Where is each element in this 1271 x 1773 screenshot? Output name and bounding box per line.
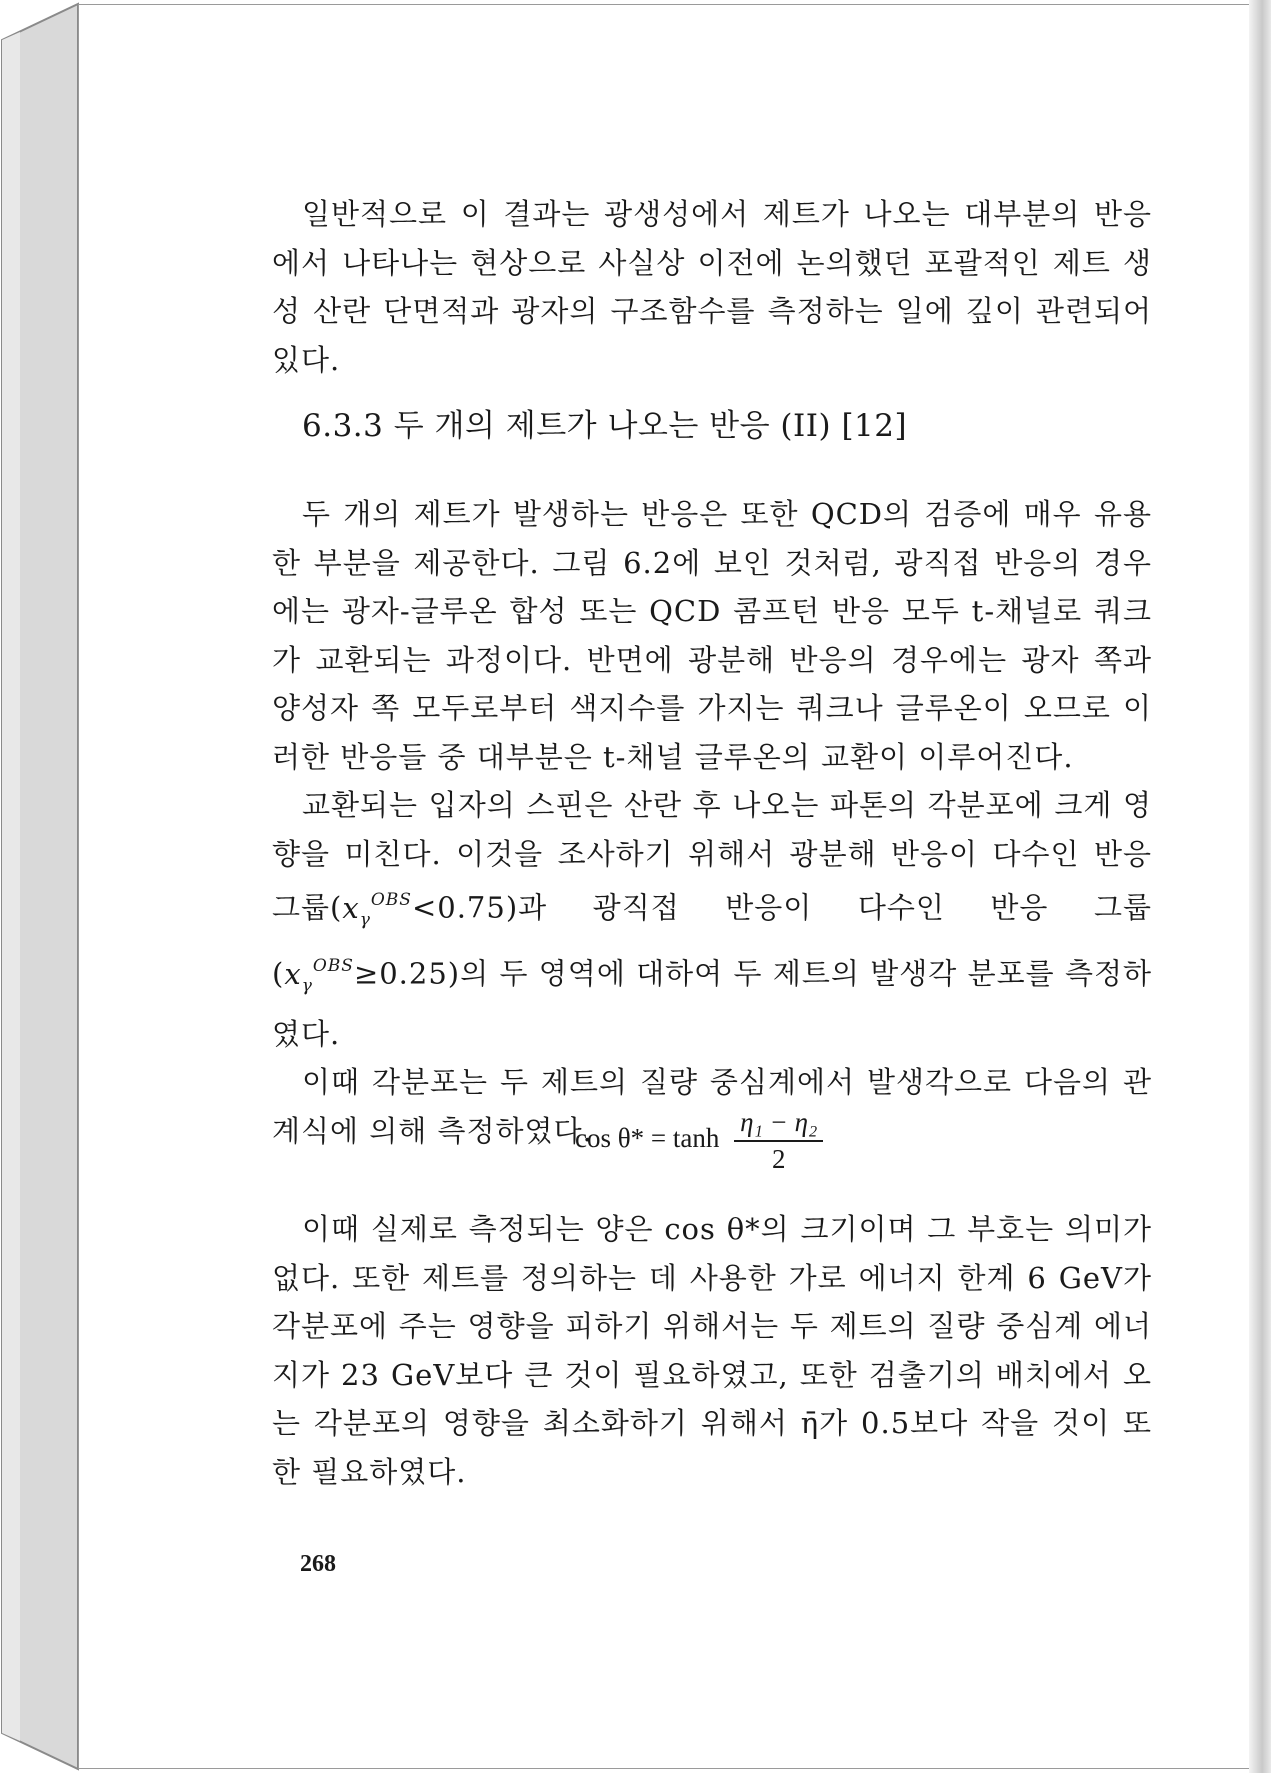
- condition-1-text: <0.75)과 광직접 반응이 다수인 반응 그룹(: [272, 890, 1152, 991]
- intro-paragraph: 일반적으로 이 결과는 광생성에서 제트가 나오는 대부분의 반응에서 나타나는 현상으로 사실상 이전에 논의했던 포괄적인 제트 생성 산란 단면적과 광자의 구조함수를 측정하는 일에 깊이 관련되어 있다.: [272, 197, 1152, 377]
- paragraph-4: 이때 실제로 측정되는 양은 cos θ*의 크기이며 그 부호는 의미가 없다. 또한 제트를 정의하는 데 사용한 가로 에너지 한계 6 GeV가 각분포에 주는 영향을 피하기 위해서는 두 제트의 질량 중심계 에너지가 23 GeV보다 큰 것이 필요하였고, 또한 검출기의 배치에서 오는 각분포의 영향을 최소화하기 위해서 η̄가 0.5보다 작을 것이 또한 필요하였다.: [272, 1212, 1152, 1489]
- final-paragraph-block: [272, 1205, 1152, 1496]
- equation-numerator: η₁ − η₂: [734, 1107, 823, 1142]
- section-heading: 6.3.3 두 개의 제트가 나오는 반응 (II) [12]: [302, 408, 908, 444]
- equation-denominator: 2: [772, 1144, 786, 1174]
- intro-paragraph-block: [272, 190, 1152, 384]
- book-spine: [0, 0, 80, 1773]
- condition-2-text: ≥0.25)의 두 영역에 대하여 두 제트의 발생각 분포를 측정하였다.: [272, 956, 1152, 1051]
- angular-distribution-equation: [575, 1107, 823, 1175]
- page-edge-shadow: [1249, 0, 1271, 1773]
- equation-fraction: [734, 1107, 823, 1175]
- page-number: 268: [300, 1551, 336, 1577]
- paragraph-2: [272, 781, 1152, 1058]
- paragraph-3: 이때 각분포는 두 제트의 질량 중심계에서 발생각으로 다음의 관계식에 의해 측정하였다.: [272, 1065, 1152, 1148]
- paragraph-2-text-a: 교환되는 입자의 스핀은 산란 후 나오는 파톤의 각분포에 크게 영향을 미친다. 이것을 조사하기 위해서 광분해 반응이 다수인 반응 그룹(: [272, 788, 1152, 925]
- x-gamma-symbol-2: $x_\gamma^{OBS}$: [284, 955, 354, 996]
- paragraph-1: 두 개의 제트가 발생하는 반응은 또한 QCD의 검증에 매우 유용한 부분을 제공한다. 그림 6.2에 보인 것처럼, 광직접 반응의 경우에는 광자-글루온 합성 또는 QCD 콤프턴 반응 모두 t-채널로 쿼크가 교환되는 과정이다. 반면에 광분해 반응의 경우에는 광자 쪽과 양성자 쪽 모두로부터 색지수를 가지는 쿼크나 글루온이 오므로 이러한 반응들 중 대부분은 t-채널 글루온의 교환이 이루어진다.: [272, 497, 1152, 774]
- body-paragraphs: [272, 490, 1152, 1155]
- x-gamma-symbol-1: $x_\gamma^{OBS}$: [342, 890, 412, 930]
- equation-lhs: cos θ* = tanh: [575, 1123, 720, 1154]
